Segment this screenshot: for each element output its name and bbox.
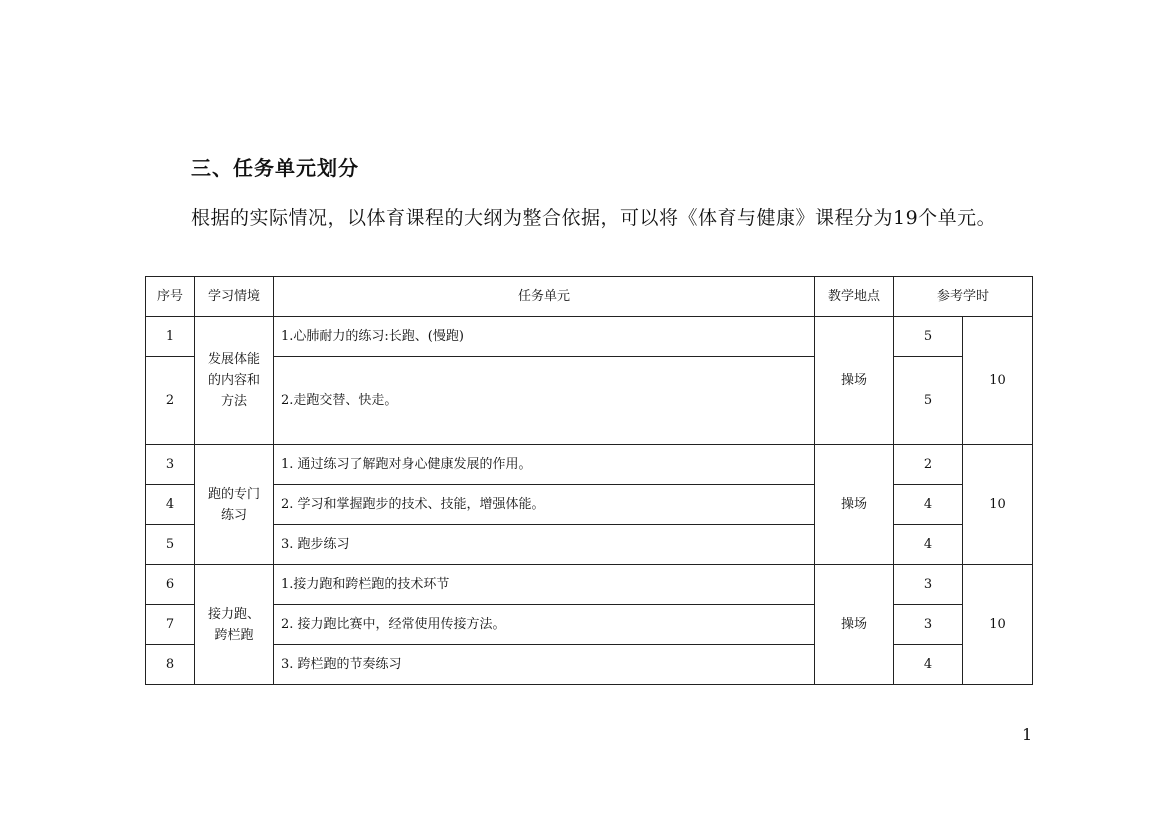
table-row xyxy=(146,565,1033,605)
row-scenario: 跑的专门练习 xyxy=(195,445,274,565)
row-seq: 7 xyxy=(146,605,195,645)
row-hours: 3 xyxy=(894,605,963,645)
table-row xyxy=(146,445,1033,485)
row-scenario: 发展体能的内容和方法 xyxy=(195,317,274,445)
row-scenario: 接力跑、跨栏跑 xyxy=(195,565,274,685)
intro-paragraph: 根据的实际情况，以体育课程的大纲为整合依据，可以将《体育与健康》课程分为19个单元。 xyxy=(191,207,997,229)
table-row xyxy=(146,485,1033,525)
task-unit-table xyxy=(145,276,1033,685)
row-seq: 1 xyxy=(146,317,195,357)
table-row xyxy=(146,645,1033,685)
row-hours: 5 xyxy=(894,357,963,445)
row-task: 3. 跨栏跑的节奏练习 xyxy=(274,645,815,685)
header-scenario: 学习情境 xyxy=(195,277,274,317)
row-hours: 5 xyxy=(894,317,963,357)
row-seq: 4 xyxy=(146,485,195,525)
row-seq: 8 xyxy=(146,645,195,685)
header-task: 任务单元 xyxy=(274,277,815,317)
row-hours: 4 xyxy=(894,525,963,565)
row-task: 1. 通过练习了解跑对身心健康发展的作用。 xyxy=(274,445,815,485)
row-seq: 2 xyxy=(146,357,195,445)
row-task: 1.接力跑和跨栏跑的技术环节 xyxy=(274,565,815,605)
row-seq: 3 xyxy=(146,445,195,485)
section-heading: 三、任务单元划分 xyxy=(191,156,359,180)
row-hours: 2 xyxy=(894,445,963,485)
row-location: 操场 xyxy=(815,445,894,565)
header-location: 教学地点 xyxy=(815,277,894,317)
table-row xyxy=(146,525,1033,565)
row-task: 2.走跑交替、快走。 xyxy=(274,357,815,445)
table-row xyxy=(146,605,1033,645)
row-total-hours: 10 xyxy=(963,317,1033,445)
row-seq: 5 xyxy=(146,525,195,565)
row-location: 操场 xyxy=(815,565,894,685)
row-total-hours: 10 xyxy=(963,565,1033,685)
row-task: 2. 学习和掌握跑步的技术、技能，增强体能。 xyxy=(274,485,815,525)
row-seq: 6 xyxy=(146,565,195,605)
row-location: 操场 xyxy=(815,317,894,445)
table-row xyxy=(146,317,1033,357)
row-total-hours: 10 xyxy=(963,445,1033,565)
page-number: 1 xyxy=(1022,725,1033,744)
table-header-row xyxy=(146,277,1033,317)
header-seq: 序号 xyxy=(146,277,195,317)
row-hours: 4 xyxy=(894,645,963,685)
row-task: 3. 跑步练习 xyxy=(274,525,815,565)
row-hours: 3 xyxy=(894,565,963,605)
row-hours: 4 xyxy=(894,485,963,525)
row-task: 2. 接力跑比赛中，经常使用传接方法。 xyxy=(274,605,815,645)
row-task: 1.心肺耐力的练习:长跑、(慢跑) xyxy=(274,317,815,357)
table-row xyxy=(146,357,1033,445)
header-hours: 参考学时 xyxy=(894,277,1033,317)
